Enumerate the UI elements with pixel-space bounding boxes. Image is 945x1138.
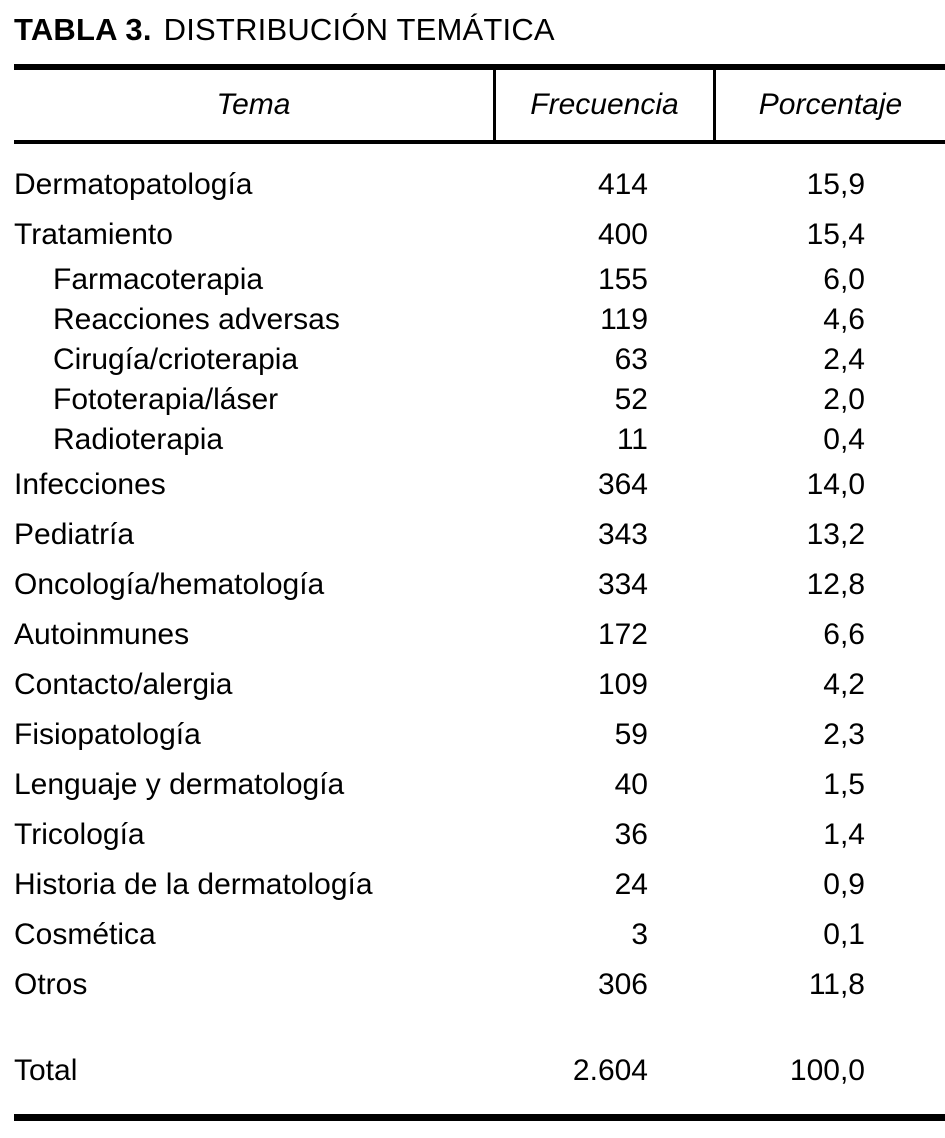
column-header-tema: Tema [216, 88, 291, 121]
table-row [14, 760, 945, 810]
column-header-porcentaje: Porcentaje [713, 70, 945, 140]
table-row [14, 260, 945, 300]
table-row [14, 610, 945, 660]
row-porcentaje: 6,0 [823, 263, 865, 296]
table-total-row [14, 1046, 945, 1096]
table-row [14, 420, 945, 460]
row-frecuencia: 52 [614, 383, 648, 416]
row-porcentaje: 1,4 [823, 818, 865, 851]
row-tema: Infecciones [14, 468, 166, 501]
row-tema: Pediatría [14, 518, 135, 551]
table-row [14, 340, 945, 380]
row-tema: Tricología [14, 818, 145, 851]
row-tema: Fisiopatología [14, 718, 201, 751]
row-tema: Radioterapia [53, 423, 224, 456]
row-tema: Cosmética [14, 918, 156, 951]
row-tema: Contacto/alergia [14, 668, 233, 701]
row-frecuencia: 109 [597, 668, 648, 701]
row-tema: Autoinmunes [14, 618, 190, 651]
row-porcentaje: 13,2 [806, 518, 865, 551]
row-frecuencia: 59 [614, 718, 648, 751]
table-row [14, 660, 945, 710]
row-porcentaje: 15,4 [806, 218, 865, 251]
table-row [14, 300, 945, 340]
row-porcentaje: 14,0 [806, 468, 865, 501]
row-porcentaje: 0,9 [823, 868, 865, 901]
row-frecuencia: 364 [597, 468, 648, 501]
row-tema: Dermatopatología [14, 168, 253, 201]
row-tema: Cirugía/crioterapia [53, 343, 299, 376]
row-frecuencia: 36 [614, 818, 648, 851]
row-frecuencia: 155 [597, 263, 648, 296]
row-porcentaje: 12,8 [806, 568, 865, 601]
data-table [14, 64, 945, 1121]
row-porcentaje: 2,4 [823, 343, 865, 376]
row-porcentaje: 0,1 [823, 918, 865, 951]
row-tema: Farmacoterapia [53, 263, 264, 296]
total-frecuencia: 2.604 [572, 1054, 648, 1087]
row-frecuencia: 400 [597, 218, 648, 251]
table-row [14, 380, 945, 420]
table-header-row [14, 64, 945, 144]
total-porcentaje: 100,0 [789, 1054, 865, 1087]
row-tema: Otros [14, 968, 88, 1001]
table-row [14, 210, 945, 260]
row-tema: Tratamiento [14, 218, 173, 251]
table-number: TABLA 3. [14, 12, 152, 47]
table-row [14, 510, 945, 560]
table-title [0, 0, 945, 50]
row-porcentaje: 2,0 [823, 383, 865, 416]
row-frecuencia: 172 [597, 618, 648, 651]
table-row [14, 910, 945, 960]
table-row [14, 810, 945, 860]
table-bottom-rule [14, 1114, 945, 1121]
row-porcentaje: 6,6 [823, 618, 865, 651]
row-porcentaje: 11,8 [808, 968, 865, 1001]
column-header-frecuencia: Frecuencia [493, 70, 713, 140]
row-porcentaje: 0,4 [823, 423, 865, 456]
row-frecuencia: 414 [597, 168, 648, 201]
row-tema: Lenguaje y dermatología [14, 768, 345, 801]
row-tema: Oncología/hematología [14, 568, 325, 601]
row-tema: Historia de la dermatología [14, 868, 373, 901]
row-porcentaje: 2,3 [823, 718, 865, 751]
table-caption: DISTRIBUCIÓN TEMÁTICA [163, 12, 555, 47]
row-porcentaje: 1,5 [823, 768, 865, 801]
total-label: Total [14, 1054, 78, 1087]
table-row [14, 710, 945, 760]
table-row [14, 460, 945, 510]
table-row [14, 960, 945, 1010]
row-frecuencia: 63 [614, 343, 648, 376]
row-porcentaje: 4,2 [823, 668, 865, 701]
row-frecuencia: 334 [597, 568, 648, 601]
row-porcentaje: 15,9 [806, 168, 865, 201]
table-row [14, 860, 945, 910]
row-tema: Reacciones adversas [53, 303, 340, 336]
row-frecuencia: 40 [614, 768, 648, 801]
table-row [14, 160, 945, 210]
table-body [14, 144, 945, 1010]
row-frecuencia: 24 [614, 868, 648, 901]
row-frecuencia: 3 [631, 918, 648, 951]
row-frecuencia: 343 [597, 518, 648, 551]
row-frecuencia: 119 [600, 303, 648, 336]
table-row [14, 560, 945, 610]
row-frecuencia: 11 [616, 423, 648, 456]
row-tema: Fototerapia/láser [53, 383, 279, 416]
row-porcentaje: 4,6 [823, 303, 865, 336]
row-frecuencia: 306 [597, 968, 648, 1001]
